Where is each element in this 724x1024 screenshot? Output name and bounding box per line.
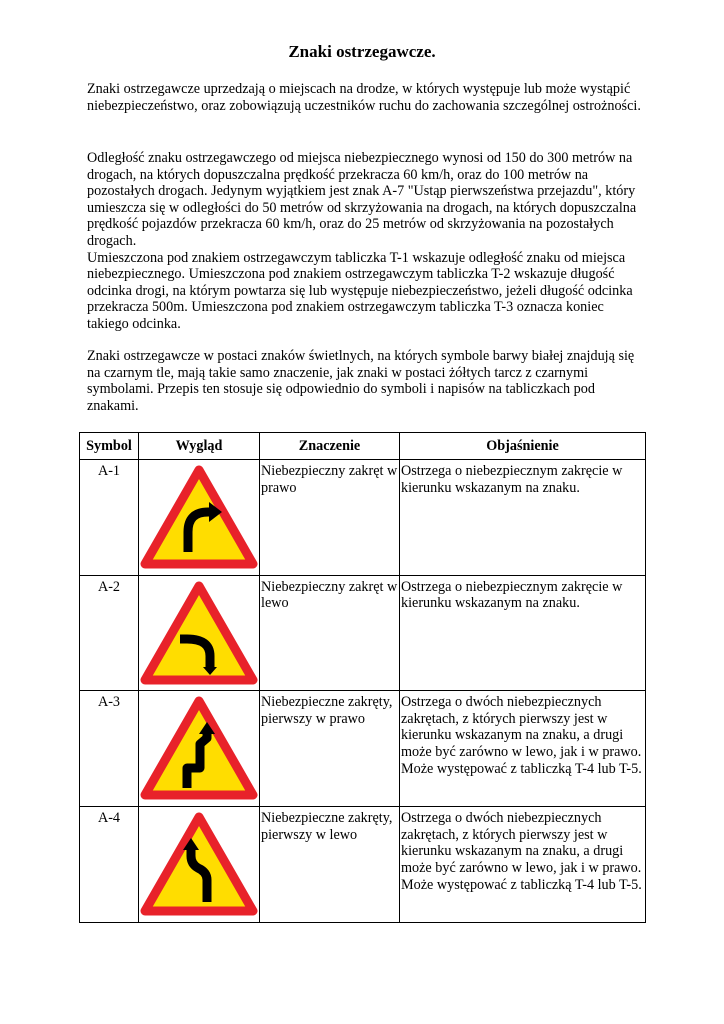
header-wyglad: Wygląd [139, 433, 260, 460]
cell-objasnienie: Ostrzega o niebezpiecznym zakręcie w kierunku wskazanym na znaku. [400, 575, 646, 691]
cell-symbol: A-1 [80, 460, 139, 576]
cell-znaczenie: Niebezpieczne zakręty, pierwszy w lewo [260, 807, 400, 923]
table-row [80, 575, 646, 691]
double-curve-right-sign-icon [140, 696, 258, 801]
header-symbol: Symbol [80, 433, 139, 460]
cell-wyglad [139, 807, 260, 923]
cell-symbol: A-3 [80, 691, 139, 807]
cell-symbol: A-4 [80, 807, 139, 923]
table-header-row [80, 433, 646, 460]
curve-left-sign-icon [140, 581, 258, 686]
signs-table [79, 432, 646, 923]
paragraph-distances-part-b: Umieszczona pod znakiem ostrzegawczym tabliczka T-1 wskazuje odległość znaku od miejsca niebezpiecznego. Umieszczona pod znakiem ostrzegawczym tabliczka T-2 wskazuje długość odcinka drogi, na którym powtarza się lub występuje niebezpieczeństwo, jeżeli długość odcinka przekracza 500m. Umieszczona pod znakiem ostrzegawczym tabliczka T-3 oznacza koniec takiego odcinka. [87, 249, 633, 332]
table-row [80, 691, 646, 807]
cell-znaczenie: Niebezpieczne zakręty, pierwszy w prawo [260, 691, 400, 807]
table-row [80, 460, 646, 576]
cell-znaczenie: Niebezpieczny zakręt w prawo [260, 460, 400, 576]
header-objasnienie: Objaśnienie [400, 433, 646, 460]
paragraph-distances-part-a: Odległość znaku ostrzegawczego od miejsca niebezpiecznego wynosi od 150 do 300 metrów na drogach, na których dopuszczalna prędkość przekracza 60 km/h, oraz do 100 metrów na pozostałych drogach. Jedynym wyjątkiem jest znak A-7 "Ustąp pierwszeństwa przejazdu", który umieszcza się w odległości do 50 metrów od skrzyżowania na drogach, na których dopuszczalna prędkość pojazdów przekracza 60 km/h, oraz do 25 metrów od skrzyżowania na pozostałych drogach. [87, 150, 637, 249]
cell-objasnienie: Ostrzega o dwóch niebezpiecznych zakrętach, z których pierwszy jest w kierunku wskazanym na znaku, a drugi może być zarówno w lewo, jak i w prawo. Może występować z tabliczką T-4 lub T-5. [400, 807, 646, 923]
cell-symbol: A-2 [80, 575, 139, 691]
cell-wyglad [139, 575, 260, 691]
header-znaczenie: Znaczenie [260, 433, 400, 460]
paragraph-intro: Znaki ostrzegawcze uprzedzają o miejscach na drodze, w których występuje lub może wystąpić niebezpieczeństwo, oraz zobowiązują uczestników ruchu do zachowania szczególnej ostrożności. [87, 81, 641, 114]
table-row [80, 807, 646, 923]
cell-wyglad [139, 460, 260, 576]
paragraph-distances [87, 150, 647, 333]
cell-objasnienie: Ostrzega o dwóch niebezpiecznych zakrętach, z których pierwszy jest w kierunku wskazanym na znaku, a drugi może być zarówno w lewo, jak i w prawo. Może występować z tabliczką T-4 lub T-5. [400, 691, 646, 807]
cell-objasnienie: Ostrzega o niebezpiecznym zakręcie w kierunku wskazanym na znaku. [400, 460, 646, 576]
cell-wyglad [139, 691, 260, 807]
paragraph-light-signs: Znaki ostrzegawcze w postaci znaków świetlnych, na których symbole barwy białej znajdują się na czarnym tle, mają takie samo znaczenie, jak znaki w postaci żółtych tarcz z czarnymi symbolami. Przepis ten stosuje się odpowiednio do symboli i napisów na tabliczkach pod znakami. [87, 348, 635, 414]
double-curve-left-sign-icon [140, 812, 258, 917]
cell-znaczenie: Niebezpieczny zakręt w lewo [260, 575, 400, 691]
page-title: Znaki ostrzegawcze. [288, 42, 436, 61]
curve-right-sign-icon [140, 465, 258, 570]
